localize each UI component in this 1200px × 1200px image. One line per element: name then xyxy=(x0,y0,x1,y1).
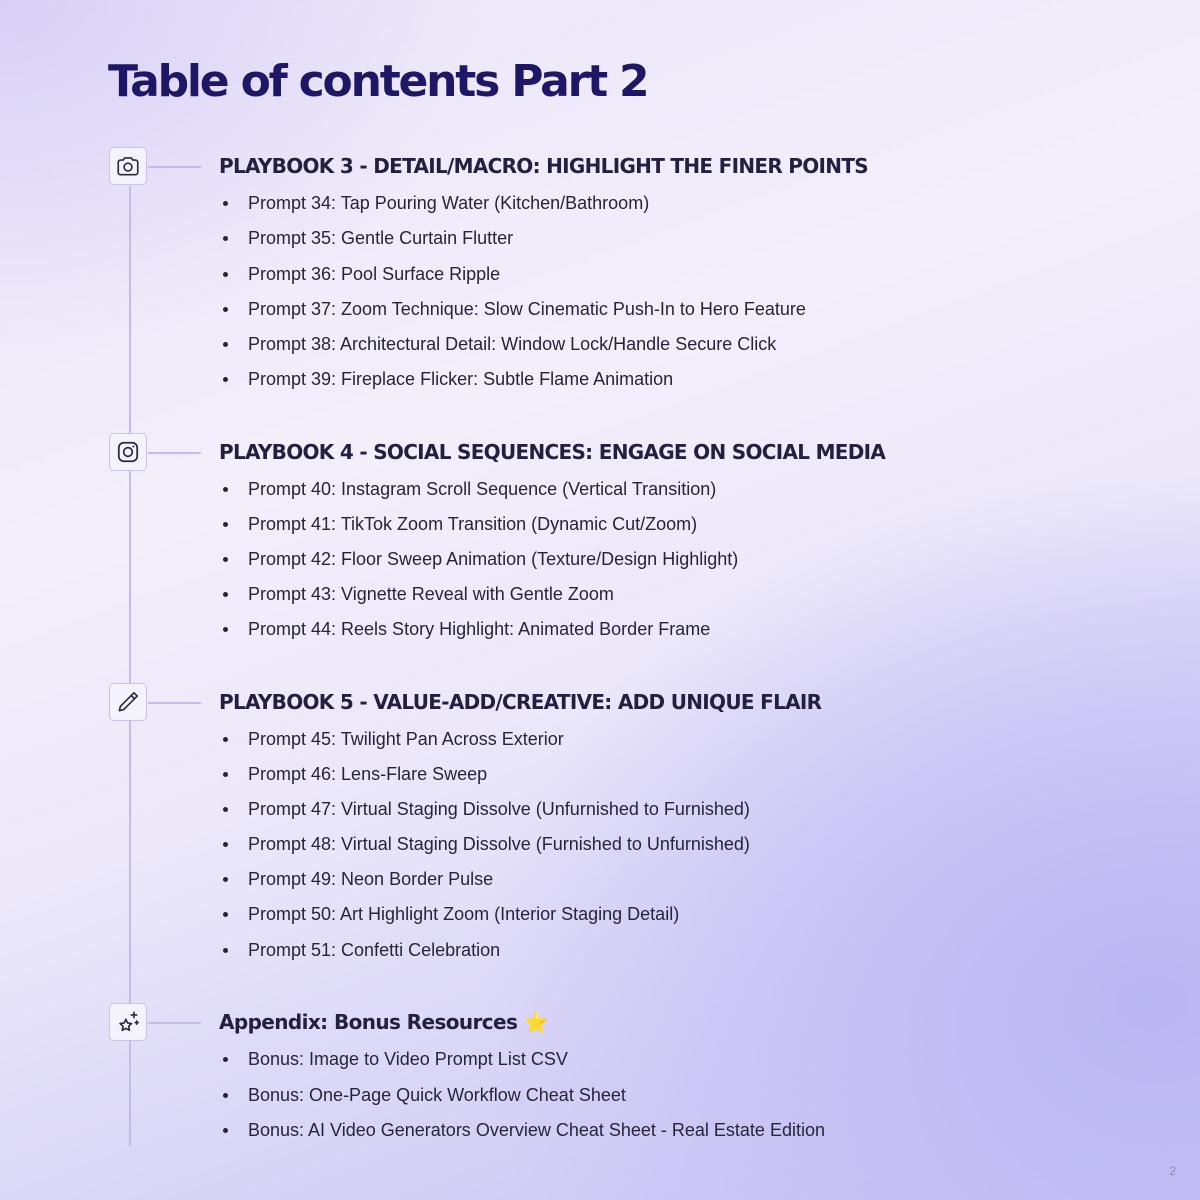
item-list xyxy=(219,191,806,391)
list-item: Prompt 48: Virtual Staging Dissolve (Furnished to Unfurnished) xyxy=(219,832,750,856)
list-item: Bonus: Image to Video Prompt List CSV xyxy=(219,1047,825,1071)
list-item: Prompt 38: Architectural Detail: Window Lock/Handle Secure Click xyxy=(219,332,806,356)
item-list xyxy=(219,477,738,641)
list-item: Prompt 47: Virtual Staging Dissolve (Unfurnished to Furnished) xyxy=(219,797,750,821)
list-item: Prompt 42: Floor Sweep Animation (Texture/Design Highlight) xyxy=(219,547,738,571)
list-item: Prompt 37: Zoom Technique: Slow Cinematic Push-In to Hero Feature xyxy=(219,297,806,321)
list-item: Prompt 45: Twilight Pan Across Exterior xyxy=(219,727,750,751)
connector xyxy=(148,166,201,168)
list-item: Prompt 40: Instagram Scroll Sequence (Vertical Transition) xyxy=(219,477,738,501)
section-title xyxy=(219,1007,548,1037)
page-number: 2 xyxy=(1169,1164,1176,1178)
list-item: Bonus: AI Video Generators Overview Cheat Sheet - Real Estate Edition xyxy=(219,1118,825,1142)
list-item: Prompt 36: Pool Surface Ripple xyxy=(219,262,806,286)
page-title: Table of contents Part 2 xyxy=(108,56,648,107)
list-item: Prompt 41: TikTok Zoom Transition (Dynamic Cut/Zoom) xyxy=(219,512,738,536)
section-title: PLAYBOOK 5 - VALUE-ADD/CREATIVE: ADD UNIQUE FLAIR xyxy=(219,690,822,714)
item-list xyxy=(219,1047,825,1142)
list-item: Prompt 34: Tap Pouring Water (Kitchen/Bathroom) xyxy=(219,191,806,215)
section-title: PLAYBOOK 3 - DETAIL/MACRO: HIGHLIGHT THE FINER POINTS xyxy=(219,154,868,178)
star-icon: ⭐ xyxy=(523,1010,548,1034)
camera-icon xyxy=(109,147,147,185)
pen-icon xyxy=(109,683,147,721)
list-item: Prompt 39: Fireplace Flicker: Subtle Flame Animation xyxy=(219,367,806,391)
list-item: Bonus: One-Page Quick Workflow Cheat Sheet xyxy=(219,1083,825,1107)
list-item: Prompt 51: Confetti Celebration xyxy=(219,938,750,962)
timeline-line xyxy=(129,186,131,1146)
connector xyxy=(148,452,201,454)
sparkles-icon xyxy=(109,1003,147,1041)
connector xyxy=(148,1022,201,1024)
list-item: Prompt 50: Art Highlight Zoom (Interior Staging Detail) xyxy=(219,902,750,926)
appendix-title-text: Appendix: Bonus Resources xyxy=(219,1010,518,1034)
list-item: Prompt 49: Neon Border Pulse xyxy=(219,867,750,891)
list-item: Prompt 43: Vignette Reveal with Gentle Zoom xyxy=(219,582,738,606)
connector xyxy=(148,702,201,704)
list-item: Prompt 35: Gentle Curtain Flutter xyxy=(219,226,806,250)
instagram-icon xyxy=(109,433,147,471)
section-title: PLAYBOOK 4 - SOCIAL SEQUENCES: ENGAGE ON SOCIAL MEDIA xyxy=(219,440,886,464)
list-item: Prompt 46: Lens-Flare Sweep xyxy=(219,762,750,786)
list-item: Prompt 44: Reels Story Highlight: Animated Border Frame xyxy=(219,617,738,641)
item-list xyxy=(219,727,750,962)
